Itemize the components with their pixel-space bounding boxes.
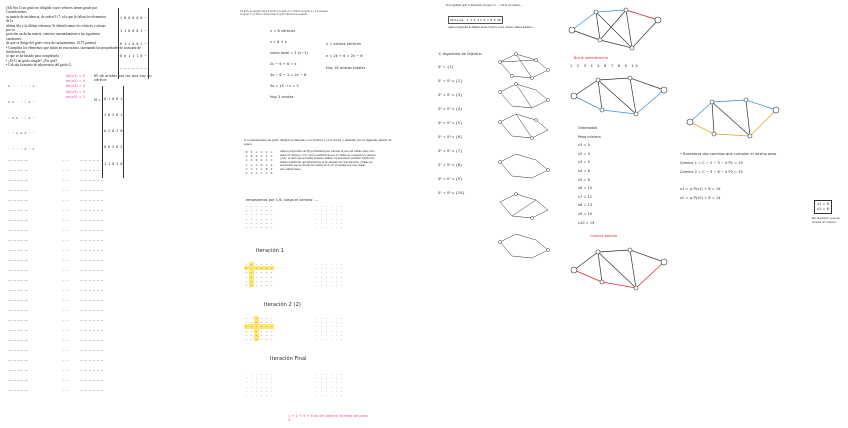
floyd-text	[280, 150, 400, 172]
path-note: • Buscamos dos caminos que cumplan el mismo peso	[680, 152, 777, 156]
floyd-line: entre los vértices 1 y 6, con la condición de que el camino no contenga los vértices	[280, 152, 376, 157]
calc-line: 5s = 15 ⇒ s = 3	[270, 84, 299, 88]
step: S² = S¹ ∪ {3}	[438, 93, 463, 97]
adjacency-matrix: 0 1 0 0 1 1 0 2 0 1 0 2 0 2 0 0 0 2 0 2 1 1 0 2 0	[102, 86, 124, 178]
matrix-row: 0 1 1 0 0 1 −	[120, 41, 147, 46]
step: S⁴ = S³ ∪ {5}	[438, 121, 463, 125]
graph-bottom	[568, 244, 678, 294]
path-note: v2 = ω P(v2) + 6 = 14	[680, 196, 721, 200]
calc-line: suma total = Σ (s−1)	[270, 51, 308, 55]
matrix-row: 0 0 1 1 1 0 −	[120, 54, 147, 59]
result: v4 = 6	[578, 168, 590, 173]
problem-line: posición en dicha matriz, contesta razonadamente a las siguientes cuestiones,	[6, 32, 101, 41]
red-label-2: Camino óptimo	[590, 234, 618, 238]
paths-notes	[680, 150, 810, 203]
matrix-row: − − − − − − −	[120, 66, 147, 71]
hand-label-matrix: Nº de aristas por las que hay un vértice	[94, 74, 152, 82]
problem-line: de que se dirige del grafo sirva de razonamiento. (0.75 puntos)	[6, 41, 97, 46]
step: S⁰ = {1}	[438, 65, 454, 69]
question-line: pesos:	[244, 142, 253, 147]
row-notes-right: − − − − − − − − − − − − − − − − − − − − − − − − − − − − − − − − − − − − − − − − − − − − − − − − − − − − − − − − − − − − − − − − − − − − − − − − − − − − − − − − − − − − − − − − − − − − − − − − − − − − − − − − − − − − − − − − − − − − − − − − − − − − − − − − − − − − − − − − − − − − − − − −	[80, 159, 104, 393]
calc-notes-right: n = aristas vértices n = 2k + 6 = 2k − 6 Hay 16 aristas totales	[326, 42, 366, 70]
graph-middle	[568, 72, 678, 122]
step: S⁵ = S⁴ ∪ {6}	[438, 135, 463, 139]
result: v3 = 5	[578, 160, 590, 165]
result: v10 = 19	[578, 220, 595, 225]
pink-notes: − − − − − − − − − − − − − − − − − − − − − − − − − − − − − − − − − − − − − − − − − − − − − − − −	[62, 159, 70, 393]
matrix-row: 1 0 0 0 0 0 −	[120, 16, 147, 21]
row-sum: de(v5) = 2	[66, 94, 86, 99]
problem-line: • Completa los elementos que faltan en esta matriz, razonando las propiedades de la matriz de incidencia en	[6, 45, 141, 55]
panel-incidence	[6, 6, 152, 426]
result: Peso mínimo	[578, 134, 601, 139]
graph-right	[684, 90, 784, 140]
box-line: v1 = 6	[817, 202, 829, 206]
step: S¹ = S⁰ ∪ {2}	[438, 79, 463, 83]
floyd-line: {3,4}, es decir que se realiza el menor número de iteraciones posibles. Explica de	[280, 156, 375, 161]
result: v7 = 11	[578, 194, 593, 199]
box-line: v2 = 6	[817, 207, 829, 211]
row-sum: de(v4) = 4	[66, 89, 86, 94]
completed-matrix: ✕ · · · · · ✕ ✕ ✕ · · · ✕ · · ✕ ✕ · · ✕ · · · ✕ ✕ ✕ · · · · · · ✕ · ✕	[8, 84, 35, 151]
problem-line: lo que se ha basado para completarla	[6, 54, 59, 59]
intro-text: Un grafo no dirigido tiene 6 vértices de grado 2, 5 vértices de grado 4 y los restantes de grado 3. ¿Cuántos vértices tiene el grafo? Razona la respuesta.	[240, 10, 328, 17]
vertex-table: Vértices 1 2 3 4 5 6 7 8 9 10	[450, 18, 501, 22]
step: S⁹ = S⁸ ∪ {10}	[438, 191, 465, 195]
dijkstra-title: 1) Algoritmo de Dijkstra:	[438, 52, 483, 56]
seq-row: 1 2 3 4 5 6 7 8 9 10	[570, 64, 640, 68]
result: v6 = 10	[578, 186, 593, 191]
panel-dijkstra	[418, 4, 678, 424]
row-sums	[66, 74, 85, 100]
problem-line: su matriz de incidencia, de orden 5×7, a la que le faltan los elementos de la	[6, 14, 107, 24]
question	[244, 138, 394, 147]
problem-line: última fila y la última columna. Si identificamos los vértices y aristas por su	[6, 23, 106, 33]
given-matrix	[118, 8, 149, 79]
result: v9 = 15	[578, 211, 593, 216]
problem-line: • Calcula la matriz de adyacencia del grafo G.	[6, 63, 73, 68]
iteration-1-label: Iteración 1	[256, 248, 284, 254]
red-label-1: Bucle semiderecha	[574, 56, 608, 60]
problem-line: • ¿Es G un grafo simple? ¿Por qué?	[6, 58, 58, 63]
step: S⁷ = S⁶ ∪ {8}	[438, 163, 463, 167]
iteration-2-label: Iteración 2 (2)	[264, 302, 301, 308]
result: v8 = 13	[578, 203, 593, 208]
result: Ordenados	[578, 126, 598, 130]
pink-conclusion: 1 → 2 → 5 → 6 es de camino mínimo de peso 3	[288, 414, 368, 422]
problem-line: (3d) Sea G un grafo no dirigido cuyos vértices tienen grado par. Consideremos	[6, 6, 98, 15]
floyd-line: manera justificada qué información se ha obtenido en cada iteración. ¿Puede ser	[280, 159, 373, 164]
path-note: Camino 1 = C − 2 − 5 − 4 P1 = 19	[680, 161, 743, 165]
boxed-result	[814, 200, 832, 214]
weight-matrix: 0 3 ∞ ∞ ∞ ∞ ∞ 0 2 ∞ 1 ∞ ∞ ∞ 0 4 ∞ ∞ ∞ ∞ ∞ 0 ∞ 2 ∞ ∞ 1 ∞ 0 2 ∞ ∞ ∞ ∞ ∞ 0	[245, 150, 273, 176]
row-sum: de(v3) = 4	[66, 84, 86, 89]
row-sum: de(v2) = 4	[66, 79, 86, 84]
matrix-label: M =	[94, 98, 102, 102]
result: v2 = 3	[578, 151, 590, 156]
path-note: v1 = ω P(v1) + 6 = 19	[680, 187, 721, 191]
calc-line: s = 6 + s	[270, 40, 287, 44]
small-graphs	[496, 52, 556, 292]
step: S³ = S² ∪ {4}	[438, 107, 463, 111]
calc-line: n = 6 vértices	[270, 29, 296, 33]
step: S⁸ = S⁷ ∪ {9}	[438, 177, 463, 181]
graph-top	[566, 6, 666, 56]
panel-paths	[680, 80, 845, 240]
floyd-line: Aplica el algoritmo de Floyd-Warshall para calcular el peso del camino más corto	[280, 149, 375, 153]
calc-notes	[270, 26, 308, 103]
dijkstra-steps	[438, 60, 465, 200]
floyd-line: encontrado que se calcule del camino no lo es? (Considera un caso donde	[280, 163, 365, 168]
dijkstra-problem: En el siguiente grafo se han listado los pesos v1, ..., v10 de los caminos...	[446, 4, 523, 7]
panel-floyd: Un grafo no dirigido tiene 6 vértices de grado 2, 5 vértices de grado 4 y los restantes de grado 3. ¿Cuántos vértices tiene el grafo? Razona la respuesta. n = 6 vértices s = 6 + s suma total = Σ (s−1) 2s − 6 + 6 = s 3s − 6 − 3 = 2s − 6 5s = 15 ⇒ s = 3 Hay 3 aristas n = aristas vértices n = 2k + 6 = 2k − 6 Hay 16 aristas totales 6. Consideremos un grafo dirigido ponderado con vértices {1,2,3,4,5,6} y definido por la siguiente matriz de pesos: 0 3 ∞ ∞ ∞ ∞ ∞ 0 2 ∞ 1 ∞ ∞ ∞ 0 4 ∞ ∞ ∞ ∞ ∞ 0 ∞ 2 ∞ ∞ 1 ∞ 0 2 ∞ ∞ ∞ ∞ ∞ 0 Aplica el algoritmo de Floyd-Warshall para calcular el peso del camino más corto entre los vértices 1 y 6, con la condición de que el camino no contenga los vértices {3,4}, es decir que se realiza el menor número de iteraciones posibles. Explica de manera justificada qué información se ha obtenido en cada iteración. ¿Puede ser encontrado que se calcule del camino no lo es? (Considera un caso donde este camino tiene... empezamos por 1,6, luego el camino: … − − − − − − − − − − − − − − − − − − − − − − − − − − − − − − − − − − − − · · · · · · · · · · · · · · · · · · · · · · · · · · · · · · · · · · · · Iteración 1 − − − − − − − − − − − − − − − − − − − − − − − − − − − − − − − − − − − − · · · · · · · · · · · · · · · · · · · · · · · · · · · · · · · · · · · · Iteración 2 (2) − − − − − − − − − − − − − − − − − − − − − − − − − − − − − − − − − − − − · · · · · · · · · · · · · · · · · · · · · · · · · · · · · · · · · · · · Iteración Final · · · · · · · · · · · · · · · · · · · · · · · · · · · · · · · · · · · · · · · · · · · · · · · · · · · · · · · · · · · · · · · · · · · · · · · · 1 → 2 → 5 → 6 es de camino mínimo de peso 3	[240, 10, 400, 425]
row-notes: ·− − −− −· ·− − −− −· ·− − −− −· ·− − −− −· ·− − −− −· ·− − −− −· ·− − −− −· ·− − −− −· ·− − −− −· ·− − −− −· ·− − −− −· ·− − −− −· ·− − −− −· ·− − −− −· ·− − −− −· ·− − −− −· ·− − −− −· ·− − −− −· ·− − −− −· ·− − −− −· ·− − −− −· ·− − −− −· ·− − −− −· ·− − −− −·	[8, 159, 29, 393]
step: S⁶ = S⁵ ∪ {7}	[438, 149, 463, 153]
question-line: 6. Consideremos un grafo dirigido ponderado con vértices {1,2,3,4,5,6} y definido por la siguiente matriz de	[244, 138, 392, 142]
start-note: empezamos por 1,6, luego el camino: …	[246, 198, 319, 202]
calc-line: 2s − 6 + 6 = s	[270, 62, 297, 66]
result: v1 = 0	[578, 143, 590, 148]
result: v5 = 8	[578, 177, 590, 182]
floyd-line: este camino tiene...	[280, 166, 303, 171]
matrix-row: 1 1 0 0 0 1 −	[120, 29, 147, 34]
side-note: No siempre que se quede el mismo	[812, 216, 840, 224]
path-note: Camino 2 = C − 3 − 6 − 4 P2 = 19	[680, 170, 743, 174]
calc-line: 3s − 6 − 3 = 2s − 6	[270, 73, 307, 77]
row-sum: de(v1) = 2	[66, 74, 86, 78]
calc-line: Hay 3 aristas	[270, 95, 294, 99]
dijkstra-results	[578, 124, 601, 227]
dijkstra-sub: Aplica el algoritmo de Dijkstra desde el vértice 1 para calcular caminos mínimos...	[448, 26, 534, 29]
iteration-final-label: Iteración Final	[270, 356, 307, 362]
